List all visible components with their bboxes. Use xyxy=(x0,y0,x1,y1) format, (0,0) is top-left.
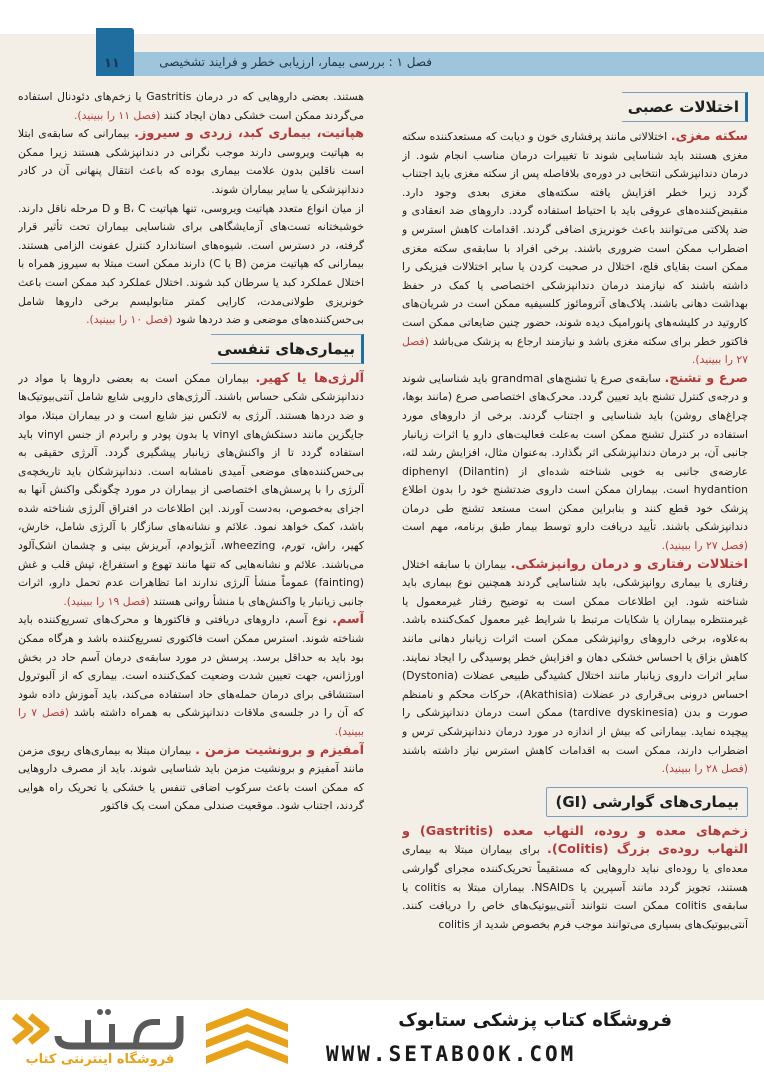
section-title-respiratory: بیماری‌های تنفسی xyxy=(211,334,364,364)
page-number: ۱۱ xyxy=(104,56,120,71)
topic-behavioral xyxy=(402,556,748,779)
topic-body-seizure: سابقه‌ی صرع یا تشنج‌های grandmal باید شناسایی شوند و درجه‌ی کنترل تشنج باید تعیین گردد. محرک‌های اختصاصی صرع (مانند بوها، چراغ‌های روشن) باید شناسایی و اجتناب گردند. برخی از داروهای مورد استفاده در کنترل تشنج ممکن است به‌علت فعالیت‌های دارو یا اثرات زیانبار جانبی آن، بر درمان دندانپزشکی اثر بگذارد. به‌عنوان مثال، افزایش رشد لثه، عارضه‌ی جانبی به خوبی شناخته شده‌ای از (Dilantin) diphenyl hydantion است. بیماران ممکن است داروی ضدتشنج خود را بدون اطلاع پزشک خود قطع کنند و بنابراین ممکن است مستعد تشنج طی درمان دندانپزشکی باشند. تأیید دریافت دارو توسط بیمار طبق برنامه، مهم است xyxy=(402,371,748,534)
section-neurological xyxy=(402,88,748,779)
section-title-neurological: اختلالات عصبی xyxy=(622,92,748,122)
topic-body-asthma: نوع آسم، داروهای دریافتی و فاکتورها و محرک‌های تسریع‌کننده باید شناخته شوند. استرس ممکن است فاکتوری تسریع‌کننده باشد و هرگاه ممکن بود باید به حداقل برسد. پرسش در مورد سابقه‌ی درمان آسم حاد در بخش اورژانس، جهت تعیین شدت وضعیت کمک‌کننده است. بیماری که از آلبوترول استنشاقی برای درمان حمله‌های حاد استفاده می‌کند، باید آموزش داده شود که آن را در جلسه‌ی ملاقات دندانپزشکی به همراه داشته باشد xyxy=(18,613,364,720)
chapter-reference: (فصل ۱۹ را ببینید). xyxy=(63,594,150,608)
topic-heading-behavioral: اختلالات رفتاری و درمان روانپزشکی. xyxy=(510,556,748,572)
store-url[interactable]: WWW.SETABOOK.COM xyxy=(326,1042,577,1066)
topic-ulcer-colitis xyxy=(402,823,748,935)
topic-allergy xyxy=(18,370,364,612)
store-footer xyxy=(0,1000,764,1080)
topic-heading-seizure: صرع و تشنج. xyxy=(664,370,748,386)
topic-body-hepatitis: بیمارانی که سابقه‌ی ابتلا به هپاتیت ویروسی دارند موجب نگرانی در دندانپزشکی هستند زیرا ممکن است ناقلین بدون علامت بیماری بوده که باعث انتقال پنهانی آن در کادر دندانپزشکی یا سایر بیماران شوند. xyxy=(18,127,364,196)
topic-asthma xyxy=(18,611,364,741)
topic-body-copd: بیماران مبتلا به بیماری‌های ریوی مزمن مانند آمفیزم و برونشیت مزمن باید شناسایی شوند. باید از مصرف داروهایی که ممکن است باعث سرکوب اضافی تنفس یا خشکی یا تحریک راه هوایی گردند، اجتناب شود. موقعیت صندلی ممکن است یک فاکتور xyxy=(18,743,364,813)
section-respiratory xyxy=(18,330,364,816)
topic-heading-stroke: سکته مغزی. xyxy=(670,129,748,144)
topic-heading-hepatitis: هپاتیت، بیماری کبد، زردی و سیروز. xyxy=(134,126,364,142)
topic-heading-copd: آمفیزم و برونشیت مزمن . xyxy=(195,742,364,758)
topic-hepatitis-continued xyxy=(18,200,364,330)
topic-copd xyxy=(18,742,364,816)
topic-heading-asthma: آسم. xyxy=(332,612,364,628)
topic-hepatitis xyxy=(18,125,364,199)
store-title: فروشگاه کتاب پزشکی ستابوک xyxy=(398,1010,672,1031)
chapter-title: فصل ۱ : بررسی بیمار، ارزیابی خطر و فرایند تشخیصی xyxy=(159,55,432,69)
logo-chevrons-icon xyxy=(202,1004,292,1076)
left-column xyxy=(18,88,364,994)
continuation-paragraph xyxy=(18,88,364,125)
topic-body-hepatitis-2: از میان انواع متعدد هپاتیت ویروسی، تنها هپاتیت B، C و D مرحله ناقل دارند. خوشبختانه تست‌های آزمایشگاهی برای شناسایی بیماران تحت تأثیر قرار گرفته، در دسترس است. شیوه‌های استاندارد کنترل عفونت الزامی هستند. بیمارانی که هپاتیت مزمن (B یا C) دارند ممکن است مبتلا به سیروز همراه با اختلال عملکرد کبد یا سرطان کبد شوند. اختلال عملکرد کبد ممکن است باعث خونریزی طولانی‌مدت، کارایی کمتر متابولیسم برخی داروها شامل بی‌حس‌کننده‌های موضعی و ضد دردها شود xyxy=(18,201,364,327)
topic-stroke xyxy=(402,128,748,370)
topic-heading-allergy: آلرژی‌ها یا کهیر. xyxy=(255,370,364,386)
topic-seizure xyxy=(402,370,748,556)
right-column xyxy=(402,88,748,994)
logo-subtitle: فروشگاه اینترنتی کتاب xyxy=(25,1052,175,1067)
chapter-reference: (فصل ۷ را ببینید). xyxy=(18,706,364,738)
topic-heading-ulcer-colitis: زخم‌های معده و روده، التهاب معده (Gastritis) و التهاب روده‌ی بزرگ (Colitis). xyxy=(402,823,748,858)
topic-body-allergy: بیماران ممکن است به بعضی داروها یا مواد در دندانپزشکی شکی حساس باشند. آلرژی‌های دارویی شایع شامل آنتی‌بیوتیک‌ها و ضد دردها هستند. آلرژی به لاتکس نیز شایع است و در بیماران مبتلا، مواد جایگزین مانند دستکش‌های vinyl یا بدون پودر و رابردم از جنس vinyl باید استفاده گردد تا از واکنش‌های زیانبار پیشگیری گردد. آلرژی حقیقی به بی‌حس‌کننده‌های موضعی آمیدی نامشابه است. دندانپزشکان باید تاریخچه‌ی آلرژی را با پرسش‌های اختصاصی از بیماران در مورد چگونگی واکنش آنها به اجزای به‌خصوص، به‌دست آورند. این اطلاعات در افتراق آلرژی شناخته شده باشد، کمک خواهد نمود. علائم و نشانه‌های سازگار با آلرژی شامل، خارش، کهیر، راش، تورم، wheezing، آنژیوادم، آبریزش بینی و چشمان اشک‌آلود می‌باشند. علائم و نشانه‌هایی که تنها مانند تهوع و استفراغ، تپش قلب و غش (fainting) عموماً منشأ آلرژی ندارند اما تظاهرات عدم تحمل دارو، اثرات جانبی زیانبار یا واکنش‌های با منشأ روانی هستند xyxy=(18,371,364,608)
chapter-reference: (فصل ۲۷ را ببینید). xyxy=(661,539,748,553)
chapter-reference: (فصل ۱۱ را ببینید). xyxy=(73,108,161,122)
section-title-gastrointestinal: بیماری‌های گوارشی (GI) xyxy=(546,787,748,817)
section-gastrointestinal xyxy=(402,783,748,935)
topic-body-behavioral: بیماران با سابقه اختلال رفتاری یا بیماری روانپزشکی، باید شناسایی گردند همچنین نوع بیماری باید شناخته شود. این اطلاعات ممکن است به توضیح رفتار غیرمعمول یا غیرمنتظره بیماران یا شکایات مرتبط با شرایط غیر معمول کمک‌کننده باشد. به‌علاوه، برخی داروهای روانپزشکی ممکن است اثرات زیانبار دهانی مانند کاهش بزاق یا احساس خشکی دهان و افزایش خطر پوسیدگی را ایجاد نمایند. سایر اثرات داروی زیانبار مانند اختلال کشیدگی طبیعی عضلات (Dystonia) احساس درونی بی‌قراری در عضلات (Akathisia)، حرکات محکم و نامنظم صورت و بدن (tardive dyskinesia) ممکن است درمان دندانپزشکی را پیچیده نماید. بیمارانی که بیش از اندازه در مورد درمان دندانپزشکی ترس و اضطراب دارند، ممکن است به اقدامات کاهش استرس نیاز داشته باشند xyxy=(402,557,748,757)
continuation-body: هستند. بعضی داروهایی که در درمان Gastritis یا زخم‌های دئودنال استفاده می‌گردند ممکن است خشکی دهان ایجاد کنند xyxy=(18,90,364,122)
topic-body-ulcer-colitis: برای بیماران مبتلا به بیماری معده‌ای یا روده‌ای نباید داروهایی که مستقیماً تحریک‌کننده مجرای گوارشی هستند، تجویز گردد مانند آسپرین یا NSAIDs. بیماران مبتلا به colitis یا سابقه‌ی colitis ممکن است نتوانند آنتی‌بیوتیک‌های خاص را دریافت کنند. آنتی‌بیوتیک‌های بسیاری می‌توانند موجب فرم بخصوص شدید از colitis xyxy=(402,843,748,931)
topic-body-stroke: اختلالاتی مانند پرفشاری خون و دیابت که مستعدکننده سکته مغزی هستند باید شناسایی شوند تا تغییرات درمان مناسب انجام شود. از درمان دندانپزشکی انتخابی در دوره‌ی بلافاصله پس از سکته مغزی باید اجتناب گردد زیرا خطر افزایش یافته سکته‌های مغزی بعدی وجود دارد. منقبض‌کننده‌های عروقی باید با احتیاط استفاده گردد. داروهای ضد انعقادی و ضد پلاکتی می‌توانند باعث خونریزی اضافی گردند. اقدامات کاهش استرس و اضطراب ممکن است ضروری باشند. برخی افراد با سابقه‌ی سکته مغزی ممکن است بقایای فلج، اختلال در صحبت کردن یا سایر اختلالات فیزیکی را داشته باشند که نیازمند درمان دندانپزشکی اختصاصی یا کمک در حفظ بهداشت دهانی باشند. پلاک‌های آترومائوز کلسیفیه ممکن است در شریان‌های کاروتید در کلیشه‌های پانورامیک دیده شوند، حضور چنین ضایعاتی ممکن است فاکتور خطر برای سکته مغزی باشد و نیازمند ارجاع به پزشک می‌باشد xyxy=(402,130,748,348)
chapter-reference: (فصل ۱۰ را ببینید). xyxy=(86,313,173,327)
chapter-reference: (فصل ۲۷ را ببینید). xyxy=(402,334,748,367)
chapter-reference: (فصل ۲۸ را ببینید). xyxy=(661,762,748,776)
logo-wordmark-icon xyxy=(8,1006,184,1052)
